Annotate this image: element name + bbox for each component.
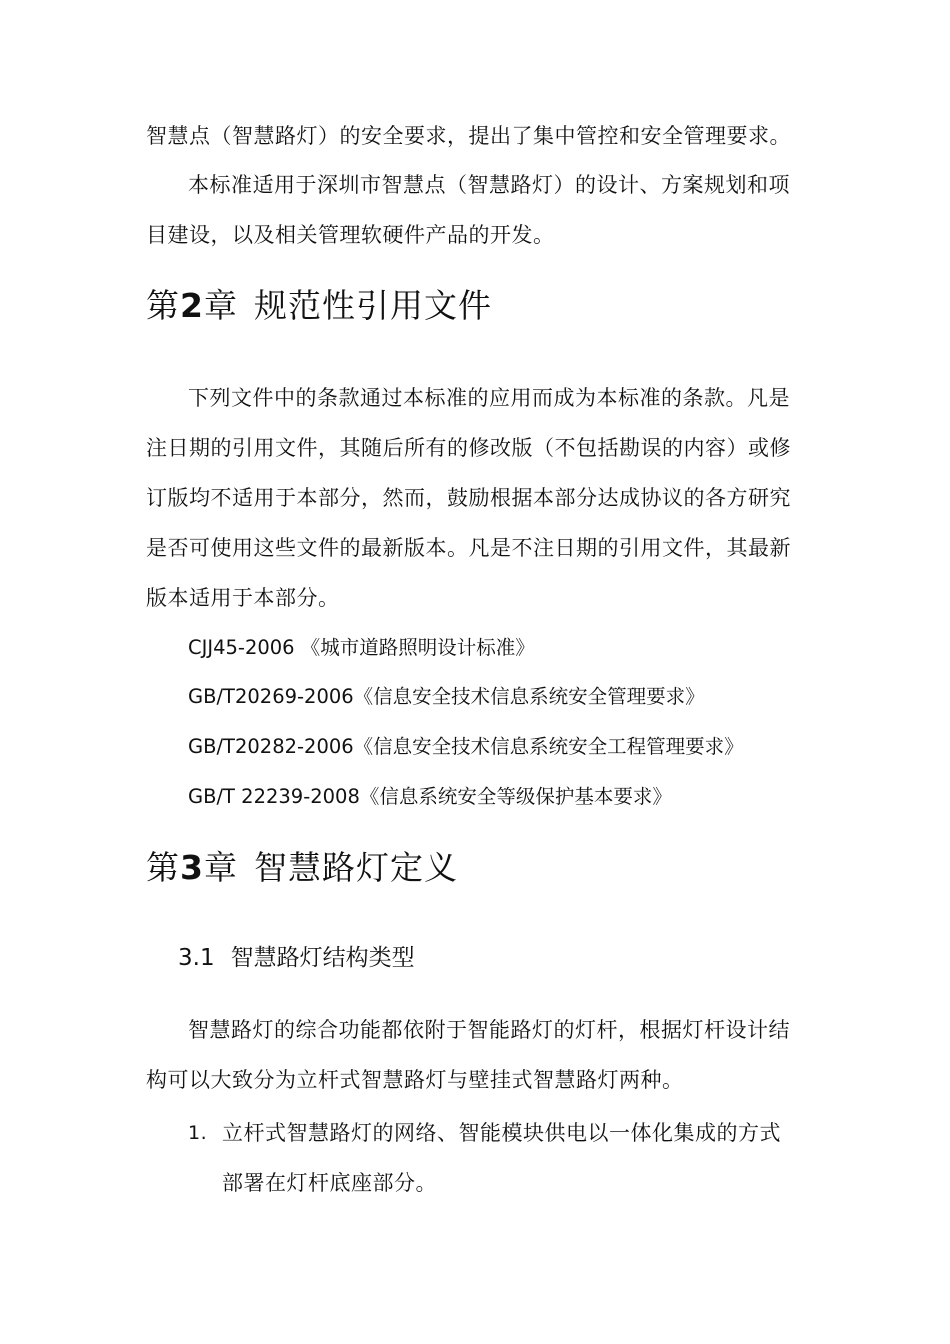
section-title: 智慧路灯结构类型 (230, 945, 415, 971)
reference-item: GB/T20269-2006《信息安全技术信息系统安全管理要求》 (188, 685, 705, 708)
paragraph-scope-line-2: 目建设，以及相关管理软硬件产品的开发。 (146, 223, 555, 247)
refs-intro-line-2: 注日期的引用文件，其随后所有的修改版（不包括勘误的内容）或修 (146, 436, 791, 460)
reference-item: GB/T 22239-2008《信息系统安全等级保护基本要求》 (188, 785, 672, 808)
list-item-line-2: 部署在灯杆底座部分。 (222, 1171, 437, 1195)
list-item-line-1: 立杆式智慧路灯的网络、智能模块供电以一体化集成的方式 (222, 1121, 781, 1145)
chapter-2-heading: 第2章 规范性引用文件 (146, 286, 492, 325)
refs-intro-line-1: 下列文件中的条款通过本标准的应用而成为本标准的条款。凡是 (188, 386, 790, 410)
paragraph-scope-line-1: 本标准适用于深圳市智慧点（智慧路灯）的设计、方案规划和项 (188, 173, 790, 197)
section-3-1-heading (178, 943, 415, 973)
section-body-line-2: 构可以大致分为立杆式智慧路灯与壁挂式智慧路灯两种。 (146, 1068, 684, 1092)
reference-item: GB/T20282-2006《信息安全技术信息系统安全工程管理要求》 (188, 735, 744, 758)
chapter-3-title: 智慧路灯定义 (253, 848, 458, 887)
paragraph-security-requirements: 智慧点（智慧路灯）的安全要求，提出了集中管控和安全管理要求。 (146, 124, 791, 148)
reference-item: CJJ45-2006 《城市道路照明设计标准》 (188, 636, 535, 659)
list-item (0, 1108, 950, 1158)
section-body-line-1: 智慧路灯的综合功能都依附于智能路灯的灯杆，根据灯杆设计结 (188, 1018, 790, 1042)
chapter-3-heading: 第3章 智慧路灯定义 (146, 848, 458, 887)
list-number: 1. (188, 1122, 208, 1144)
chapter-2-title: 规范性引用文件 (253, 286, 492, 325)
refs-intro-line-3: 订版均不适用于本部分，然而，鼓励根据本部分达成协议的各方研究 (146, 486, 791, 510)
refs-intro-line-4: 是否可使用这些文件的最新版本。凡是不注日期的引用文件，其最新 (146, 536, 791, 560)
section-number: 3.1 (178, 945, 215, 971)
refs-intro-line-5: 版本适用于本部分。 (146, 586, 340, 610)
